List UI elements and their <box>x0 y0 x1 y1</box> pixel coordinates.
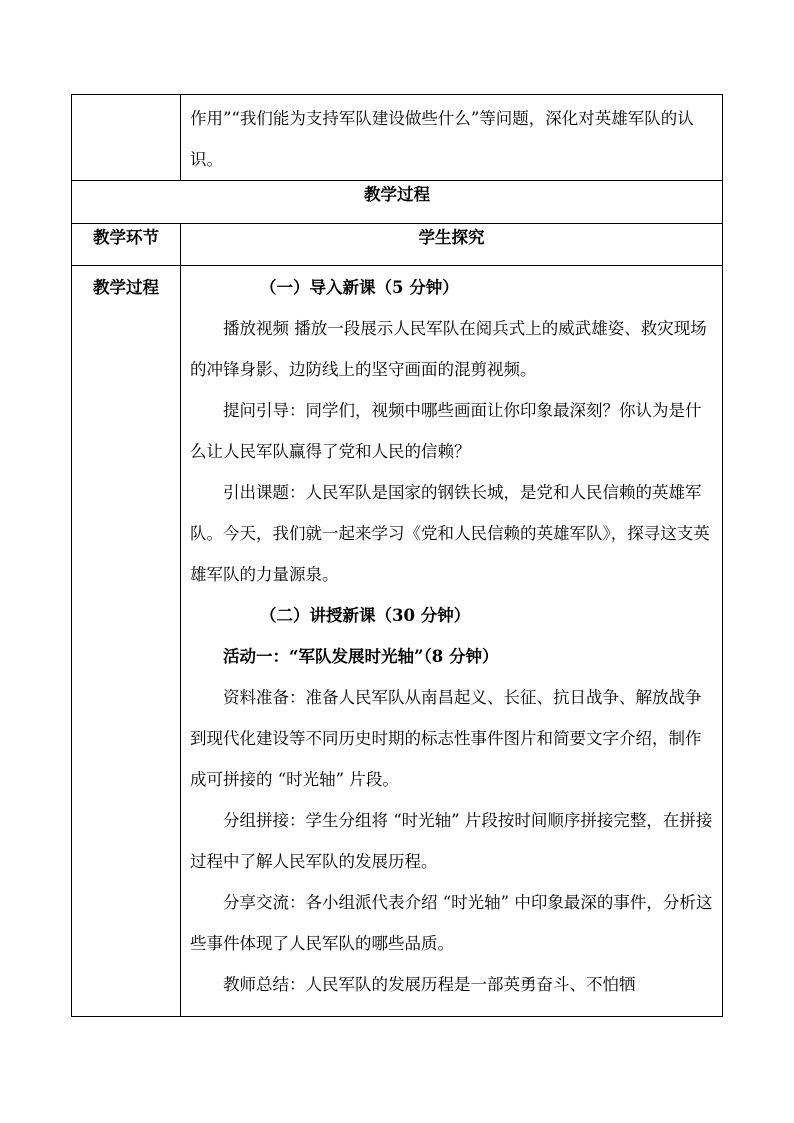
body-label: 教学过程 <box>72 266 181 1017</box>
continued-text: 作用”“我们能为支持军队建设做些什么”等问题，深化对英雄军队的认识。 <box>190 109 694 169</box>
paragraph: 引出课题：人民军队是国家的钢铁长城，是党和人民信赖的英雄军队。今天，我们就一起来学习《党和人民信赖的英雄军队》，探寻这支英雄军队的力量源泉。 <box>190 483 710 584</box>
header-col2: 学生探究 <box>181 224 723 266</box>
section-heading-intro: （一）导入新课（5 分钟） <box>260 278 459 297</box>
header-col1: 教学环节 <box>72 224 181 266</box>
table-row <box>72 266 723 1017</box>
paragraph: 提问引导：同学们，视频中哪些画面让你印象最深刻？你认为是什么让人民军队赢得了党和人民的信赖？ <box>190 401 702 461</box>
lesson-plan-table <box>71 94 723 1017</box>
table-row <box>72 181 723 224</box>
paragraph: 教师总结：人民军队的发展历程是一部英勇奋斗、不怕牺 <box>223 975 636 994</box>
paragraph: 分组拼接：学生分组将 “时光轴” 片段按时间顺序拼接完整，在拼接过程中了解人民军队的发展历程。 <box>190 811 713 871</box>
table-header-row <box>72 224 723 266</box>
body-content-cell <box>181 266 723 1017</box>
continued-text-cell <box>181 95 723 181</box>
body-text <box>181 266 722 1005</box>
paragraph: 播放视频 播放一段展示人民军队在阅兵式上的威武雄姿、救灾现场的冲锋身影、边防线上的坚守画面的混剪视频。 <box>190 319 707 379</box>
table-row <box>72 95 723 181</box>
paragraph: 分享交流：各小组派代表介绍 “时光轴” 中印象最深的事件，分析这些事件体现了人民军队的哪些品质。 <box>190 893 713 953</box>
activity-heading: 活动一：“军队发展时光轴”（8 分钟） <box>223 647 499 666</box>
section-heading-lecture: （二）讲授新课（30 分钟） <box>260 606 471 625</box>
paragraph: 资料准备：准备人民军队从南昌起义、长征、抗日战争、解放战争到现代化建设等不同历史时期的标志性事件图片和简要文字介绍，制作成可拼接的 “时光轴” 片段。 <box>190 688 702 789</box>
empty-label-cell <box>72 95 181 181</box>
section-title: 教学过程 <box>72 181 723 224</box>
